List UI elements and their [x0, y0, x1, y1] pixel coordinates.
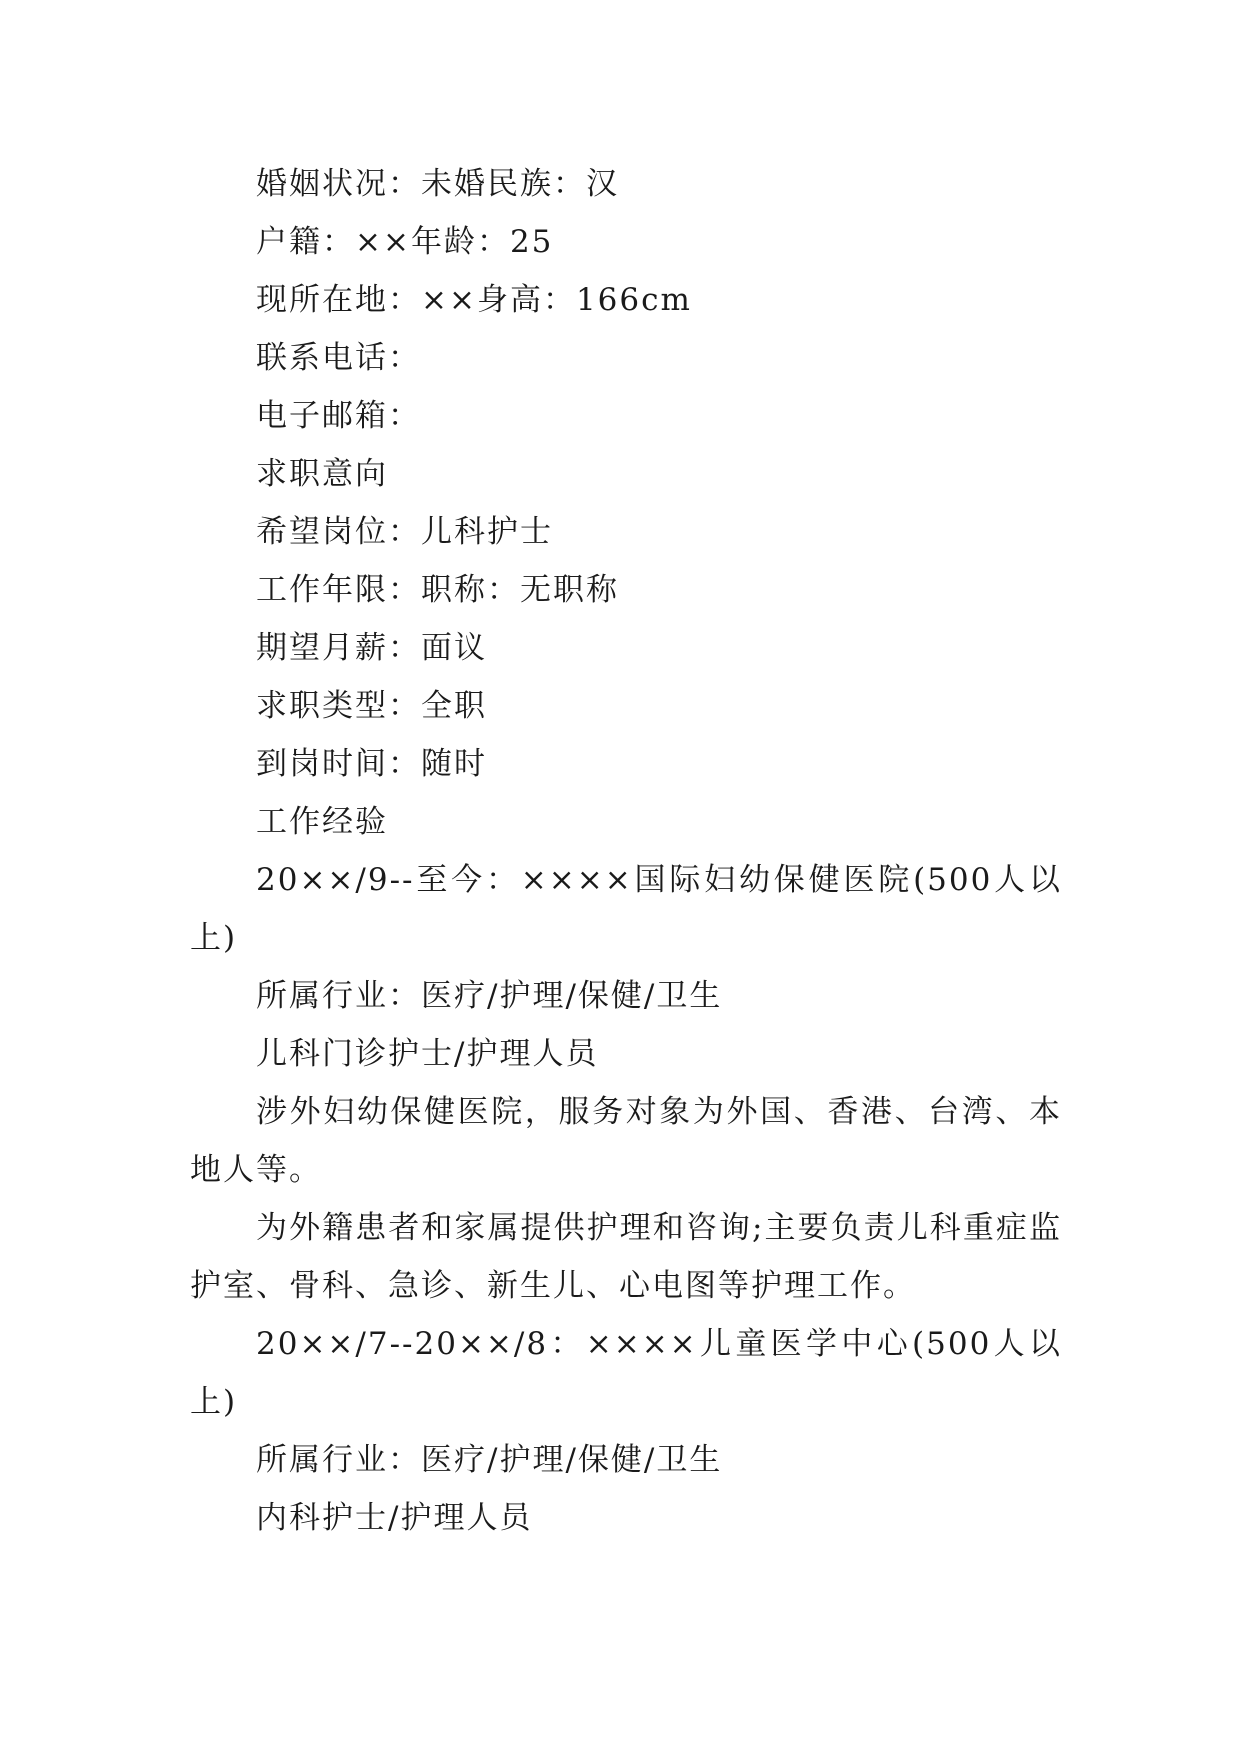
section-heading-work-experience: 工作经验: [256, 804, 388, 840]
section-heading-job-intention: 求职意向: [256, 456, 388, 492]
document-body: [190, 155, 1062, 1547]
paragraph-job-type: 求职类型：全职: [256, 688, 487, 724]
paragraph-job-1-period: 20××/9--至今：××××国际妇幼保健医院(500人以上): [190, 862, 1062, 956]
paragraph-job-2-period: 20××/7--20××/8：××××儿童医学中心(500人以上): [190, 1326, 1062, 1420]
paragraph-expected-salary: 期望月薪：面议: [256, 630, 487, 666]
paragraph-phone: 联系电话：: [256, 340, 421, 376]
paragraph-job-1-description: 涉外妇幼保健医院，服务对象为外国、香港、台湾、本地人等。: [190, 1094, 1062, 1188]
paragraph-job-2-role: 内科护士/护理人员: [256, 1500, 533, 1536]
paragraph-job-1-industry: 所属行业：医疗/护理/保健/卫生: [256, 978, 723, 1014]
paragraph-work-years-title: 工作年限：职称：无职称: [256, 572, 619, 608]
paragraph-job-1-duties: 为外籍患者和家属提供护理和咨询;主要负责儿科重症监护室、骨科、急诊、新生儿、心电图等护理工作。: [190, 1210, 1062, 1304]
paragraph-availability: 到岗时间：随时: [256, 746, 487, 782]
paragraph-location-height: 现所在地：××身高：166cm: [256, 282, 692, 318]
paragraph-desired-position: 希望岗位：儿科护士: [256, 514, 553, 550]
paragraph-job-2-industry: 所属行业：医疗/护理/保健/卫生: [256, 1442, 723, 1478]
paragraph-job-1-role: 儿科门诊护士/护理人员: [256, 1036, 599, 1072]
paragraph-marital-status: 婚姻状况：未婚民族：汉: [256, 166, 619, 202]
paragraph-email: 电子邮箱：: [256, 398, 421, 434]
paragraph-household-age: 户籍：××年龄：25: [256, 224, 554, 260]
